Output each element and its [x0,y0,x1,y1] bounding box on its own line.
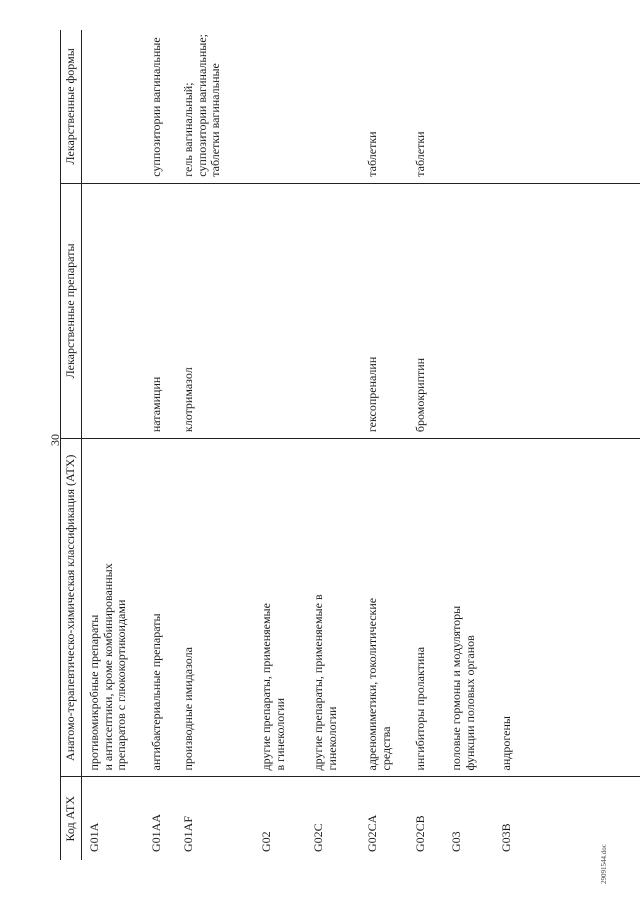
atc-classification: андрогены [500,439,640,777]
header-code: Код ATX [61,777,82,860]
atc-classification: адреномиметики, токолитические средства [366,439,414,777]
drug-name: клотримазол [182,183,260,438]
atc-table [60,30,640,860]
dosage-forms [500,30,640,183]
atc-code: G02CA [364,814,379,852]
header-forms: Лекарственные формы [61,30,82,183]
atc-classification: ингибиторы пролактина [414,439,450,777]
atc-code: G03 [448,831,463,852]
atc-classification: противомикробные препараты и антисептики, кроме комбинированных препаратов с глюкокортикоидами [81,439,150,777]
table-header-row [61,30,82,860]
table-row [150,30,182,860]
dosage-forms [260,30,312,183]
atc-code: G02CB [412,815,427,852]
header-classification: Анатомо-терапевтическо-химическая классификация (ATX) [61,439,82,777]
rotated-table-sheet [60,30,580,860]
drug-name [450,183,500,438]
dosage-forms: таблетки [366,30,414,183]
drug-name: гексопреналин [366,183,414,438]
atc-code: G02 [258,831,273,852]
page-number: 30 [48,434,62,446]
table-row [500,30,640,860]
header-drugs: Лекарственные препараты [61,183,82,438]
atc-code: G03B [498,823,513,852]
dosage-forms: таблетки [414,30,450,183]
atc-classification: производные имидазола [182,439,260,777]
table-row [450,30,500,860]
atc-classification: другие препараты, применяемые в гинекологии [260,439,312,777]
atc-classification: другие препараты, применяемые в гинекологии [312,439,366,777]
drug-name: бромокриптин [414,183,450,438]
table-row [260,30,312,860]
atc-code: G02C [310,823,325,852]
table-row [81,30,150,860]
atc-code: G01AA [148,814,163,852]
dosage-forms [312,30,366,183]
table-row [182,30,260,860]
document-reference: 29091544.doc [600,844,608,884]
atc-classification: половые гормоны и модуляторы функции половых органов [450,439,500,777]
dosage-forms: суппозитории вагинальные [150,30,182,183]
table-row [312,30,366,860]
drug-name [81,183,150,438]
table-row [366,30,414,860]
drug-name [500,183,640,438]
dosage-forms: гель вагинальный; суппозитории вагинальные; таблетки вагинальные [182,30,260,183]
table-row [414,30,450,860]
drug-name [260,183,312,438]
atc-code: G01AF [180,815,195,852]
drug-name: натамицин [150,183,182,438]
drug-name [312,183,366,438]
atc-classification: антибактериальные препараты [150,439,182,777]
atc-code: G01A [86,822,101,852]
dosage-forms [81,30,150,183]
dosage-forms [450,30,500,183]
